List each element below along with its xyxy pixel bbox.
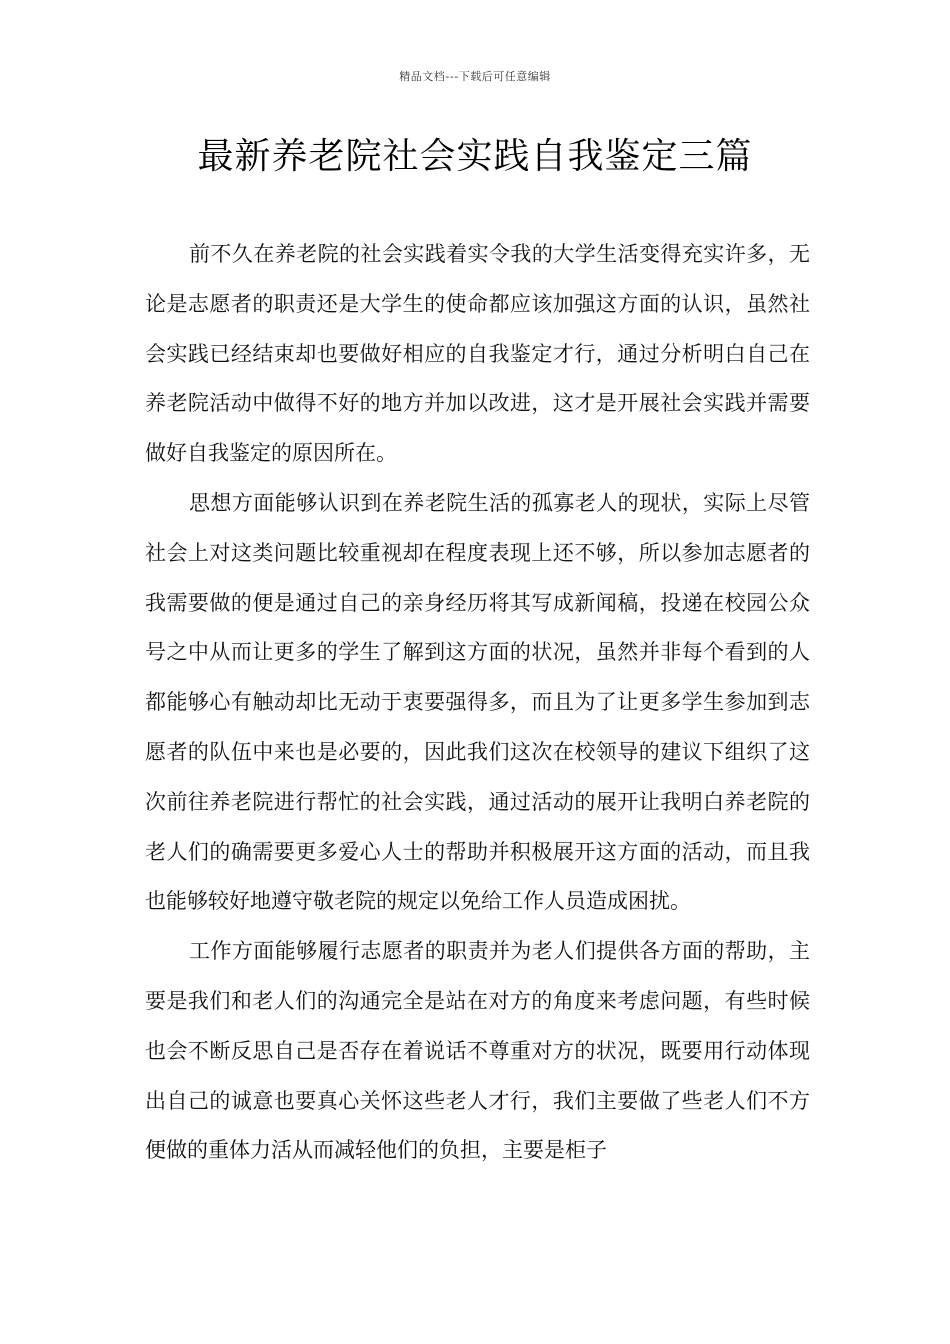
document-title: 最新养老院社会实践自我鉴定三篇 [197,136,753,177]
paragraph-3: 工作方面能够履行志愿者的职责并为老人们提供各方面的帮助，主要是我们和老人们的沟通完全是站在对方的角度来考虑问题，有些时候也会不断反思自己是否存在着说话不尊重对方的状况，既要用行动体现出自己的诚意也要真心关怀这些老人才行，我们主要做了些老人们不方便做的重体力活从而减轻他们的负担，主要是柜子 [145,939,810,1163]
paragraph-2: 思想方面能够认识到在养老院生活的孤寡老人的现状，实际上尽管社会上对这类问题比较重视却在程度表现上还不够，所以参加志愿者的我需要做的便是通过自己的亲身经历将其写成新闻稿，投递在校园公众号之中从而让更多的学生了解到这方面的状况，虽然并非每个看到的人都能够心有触动却比无动于衷要强得多，而且为了让更多学生参加到志愿者的队伍中来也是必要的，因此我们这次在校领导的建议下组织了这次前往养老院进行帮忙的社会实践，通过活动的展开让我明白养老院的老人们的确需要更多爱心人士的帮助并积极展开这方面的活动，而且我也能够较好地遵守敬老院的规定以免给工作人员造成困扰。 [145,490,810,914]
paragraph-1: 前不久在养老院的社会实践着实令我的大学生活变得充实许多，无论是志愿者的职责还是大学生的使命都应该加强这方面的认识，虽然社会实践已经结束却也要做好相应的自我鉴定才行，通过分析明白自己在养老院活动中做得不好的地方并加以改进，这才是开展社会实践并需要做好自我鉴定的原因所在。 [145,242,810,466]
document-body [145,230,810,1176]
header-note: 精品文档---下载后可任意编辑 [399,70,551,83]
